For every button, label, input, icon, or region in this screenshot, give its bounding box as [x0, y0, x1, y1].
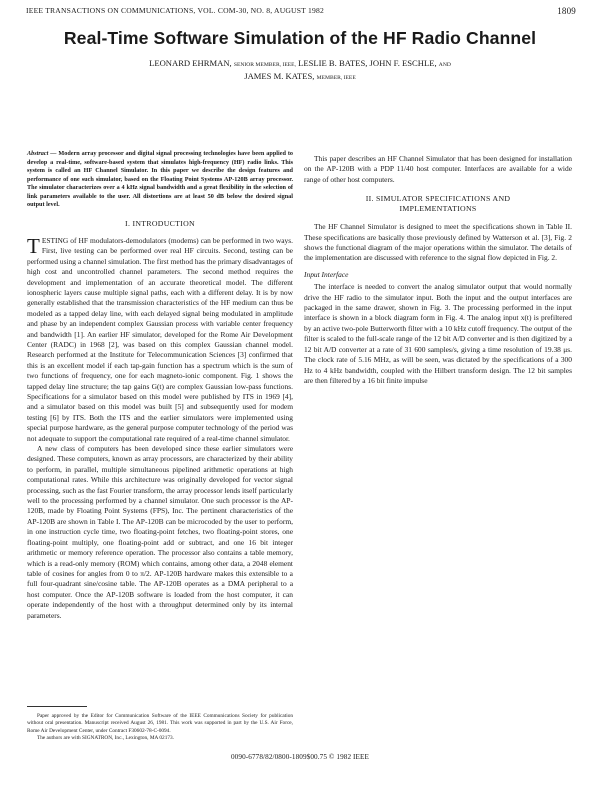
journal-citation: IEEE TRANSACTIONS ON COMMUNICATIONS, VOL. COM-30, NO. 8, AUGUST 1982 — [26, 6, 324, 15]
section-heading-specifications: II. SIMULATOR SPECIFICATIONS AND IMPLEMENTATIONS — [365, 194, 511, 214]
author-affiliation: SENIOR MEMBER, IEEE, — [233, 62, 296, 68]
abstract-label: Abstract — — [27, 150, 57, 157]
footnote-paragraph-2: The authors are with SIGNATRON, Inc., Lexington, MA 02173. — [37, 734, 174, 741]
author-names: LESLIE B. BATES, JOHN F. ESCHLE, — [298, 58, 437, 68]
author-affiliation: MEMBER, IEEE — [316, 75, 356, 81]
paper-title: Real-Time Software Simulation of the HF Radio Channel — [63, 28, 537, 48]
author-conjunction: AND — [438, 62, 451, 68]
author-name: LEONARD EHRMAN, — [149, 58, 232, 68]
running-header — [26, 6, 576, 18]
author-name: JAMES M. KATES, — [244, 71, 315, 81]
intro-paragraph-1: TESTING of HF modulators-demodulators (modems) can be performed in two ways. First, live testing can be performed over real HF circuits. Second, testing can be performed using a channel simulation. The first method has the primary disadvantages of high cost and uncontrolled channel parameters. The second method requires the development and implementation of an accurate theoretical model. The different ionospheric layers cause multiple signal paths, each with a different delay. It is by now generally established that the transmission characteristics of the HF medium can thus be modeled as a tapped delay line, with each delayed signal being modulated in amplitude and phase by an independent complex Gaussian process with variable center frequency and bandwidth [1]. An earlier HF simulator, developed for the Rome Air Development Center (RADC) in 1968 [2], was based on this complex Gaussian channel model. Research performed at the Institute for Telecommunication Sciences [3] confirmed that this is an excellent model if each tap-gain function has a spectrum which is the sum of two functions of frequency, one for each magneto-ionic component. Fig. 1 shows the tapped delay line structure; the tap gains G(t) are complex Gaussian low-pass functions. Specifications for a simulator based on this model were published by ITS in 1969 [4], and a simulator based on this model was built [5] and subsequently used for modem testing [6] by ITS. Both the ITS and the earlier simulators were implemented using special purpose hardware, as the general purpose computer technology of the period was not adequate to support the computational rate required of a real-time channel simulator. — [27, 233, 293, 443]
spec-paragraph-1: The HF Channel Simulator is designed to meet the specifications shown in Table II. These specifications are basically those previously defined by Watterson et al. [3], Fig. 2 shows the functional diagram of the major operations within the simulator. The details of the implementation are discussed with reference to the signal flow depicted in Fig. 2. — [304, 222, 572, 263]
footnote — [27, 713, 293, 742]
footnote-paragraph-1: Paper approved by the Editor for Communication Software of the IEEE Communications Society for publication without oral presentation. Manuscript received August 26, 1981. This work was supported in part by the U.S. Air Force, Rome Air Development Center, under Contract F30602-78-C-0094. — [27, 713, 293, 734]
page-number: 1809 — [557, 6, 576, 16]
intro-paragraph-3: This paper describes an HF Channel Simulator that has been designed for installation on the AP-120B with a PDP 11/40 host computer. Interfaces are available for a wide range of other host computers. — [304, 154, 572, 184]
author-line-1 — [0, 58, 600, 68]
author-line-2 — [0, 71, 600, 81]
left-column — [27, 150, 293, 621]
abstract-text: Modern array processor and digital signal processing technologies have been applied to develop a real-time, software-based system that simulates high-frequency (HF) radio links. This system is called an HF Channel Simulator. In this paper we describe the design features and performance of one such simulator, based on the Floating Point Systems AP-120B array processor. The simulator characterizes over a 4 kHz signal bandwidth and a great flexibility in the selection of link parameters available to the user. All distortions are at least 50 dB below the desired signal output level. — [27, 150, 293, 208]
copyright-line: 0090-6778/82/0800-1809$00.75 © 1982 IEEE — [230, 753, 370, 761]
section-heading-introduction: I. INTRODUCTION — [125, 218, 195, 228]
footnote-rule — [27, 706, 87, 707]
spec-paragraph-2: The interface is needed to convert the analog simulator output that would normally drive the HF radio to the simulator input. Both the input and the output interfaces are packaged in the same drawer, shown in Fig. 3. The processing performed in the input interface is shown in a block diagram form in Fig. 4. The analog input x(t) is prefiltered by an active two-pole Butterworth filter with a 10 kHz cutoff frequency. The output of the filter is scaled to the full-scale range of the 12 bit A/D converter and is then digitized by a 12 bit A/D converter at a rate of 31 600 samples/s, giving a time resolution of 19.38 μs. The clock rate of 5.16 MHz, as will be seen, was dictated by the specifications of a 300 Hz to 4 kHz bandwidth, coupled with the Hilbert transform design. The 12 bit samples are then filtered by a 16 bit finite impulse — [304, 282, 572, 385]
abstract — [27, 150, 293, 210]
subsection-heading-input-interface: Input Interface — [304, 269, 349, 279]
right-column — [304, 150, 572, 386]
drop-cap: T — [27, 233, 40, 258]
intro-paragraph-2: A new class of computers has been developed since these earlier simulators were designed. These computers, known as array processors, are characterized by their ability to perform, in parallel, multiple simultaneous pipelined arithmetic operations at high computational rates. While this architecture was originally developed for vector signal processing, such as the fast Fourier transform, the array processor lends itself particularly well to the processing performed by a channel simulator. One such processor is the AP-120B, made by Floating Point Systems (FPS), Inc. The pertinent characteristics of the AP-120B are shown in Table I. The AP-120B can be microcoded by the user to perform, in one instruction cycle time, two floating-point fetches, two floating-point stores, one floating-point multiply, one floating-point add or subtract, and one 16 bit integer arithmetic or memory reference operation. The processor also contains a table memory, which is a read-only memory (ROM) which contains, among other data, a 2048 element table of cosines for angles from 0 to π/2. AP-120B hardware makes this extensible to a full four-quadrant sine/cosine table. The AP-120B operates as a DMA peripheral to a host computer. Once the AP-120B software is loaded from the host computer, it can operate independently of the host with a throughput determined only by its internal parameters. — [27, 444, 294, 620]
